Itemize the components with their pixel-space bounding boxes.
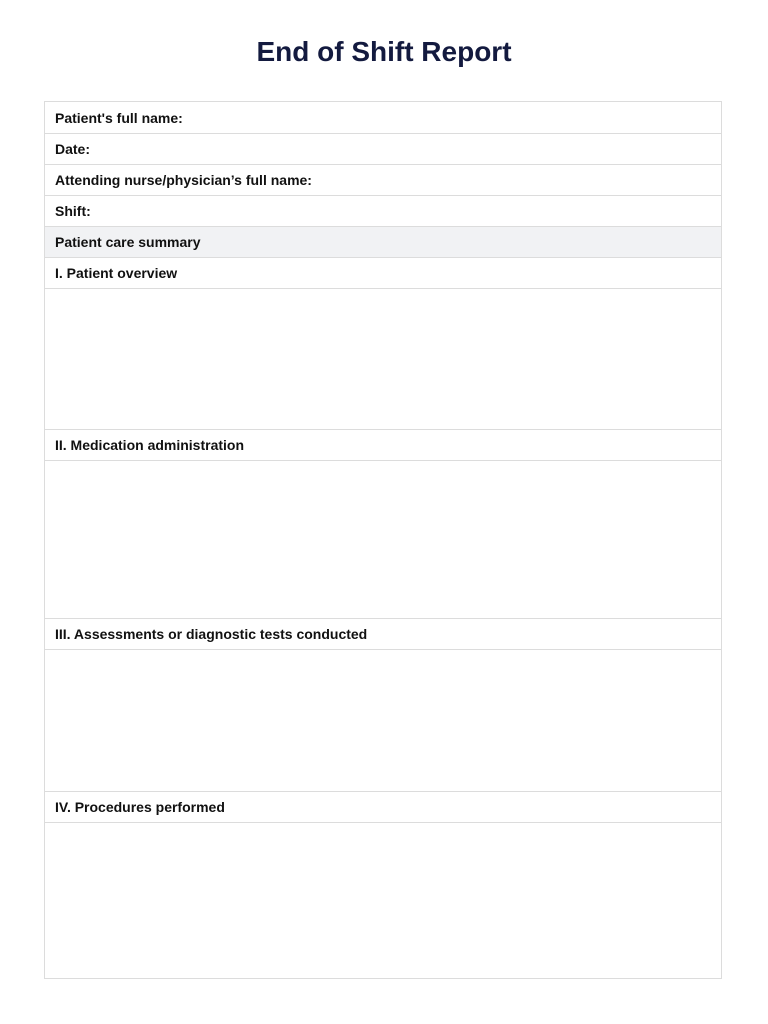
patient-name-row[interactable] <box>45 102 721 133</box>
summary-heading-row <box>45 226 721 257</box>
procedures-performed-field[interactable] <box>45 822 721 978</box>
section-heading-medication-administration <box>45 429 721 460</box>
section-heading-label: III. Assessments or diagnostic tests conducted <box>55 626 368 642</box>
assessments-field[interactable] <box>45 649 721 791</box>
attending-name-label: Attending nurse/physician’s full name: <box>55 172 312 188</box>
shift-report-form <box>44 101 722 979</box>
summary-heading: Patient care summary <box>55 234 201 250</box>
medication-administration-field[interactable] <box>45 460 721 618</box>
date-label: Date: <box>55 141 91 157</box>
patient-overview-field[interactable] <box>45 288 721 429</box>
section-heading-procedures-performed <box>45 791 721 822</box>
page-title: End of Shift Report <box>256 36 512 67</box>
section-heading-label: I. Patient overview <box>55 265 178 281</box>
section-heading-patient-overview <box>45 257 721 288</box>
attending-name-row[interactable] <box>45 164 721 195</box>
section-heading-assessments <box>45 618 721 649</box>
shift-label: Shift: <box>55 203 91 219</box>
patient-name-label: Patient's full name: <box>55 109 183 126</box>
date-row[interactable] <box>45 133 721 164</box>
shift-row[interactable] <box>45 195 721 226</box>
section-heading-label: II. Medication administration <box>55 437 245 453</box>
section-heading-label: IV. Procedures performed <box>55 799 225 815</box>
